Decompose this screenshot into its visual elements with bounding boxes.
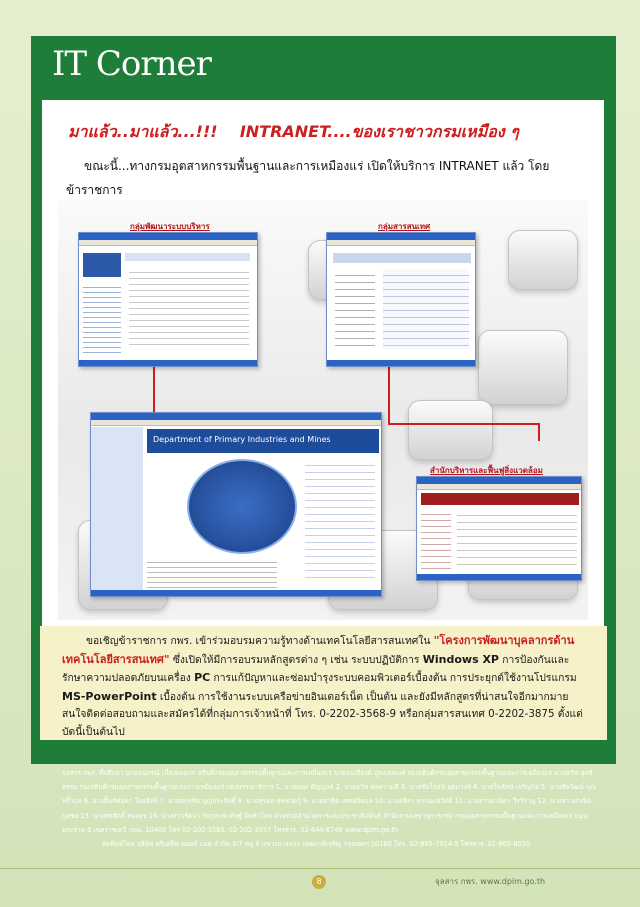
dept-banner-text: Department of Primary Industries and Mines: [153, 435, 331, 444]
credits-text: จุลสาร กพร. ที่ปรึกษา นายอนุสรณ์ เนื่องผลมาก อธิบดีกรมอุตสาหกรรมพื้นฐานและการเหมืองแร่ นายสมเกียรติ อู่สงวนพงศ์ รองอธิบดีกรมอุตสาหกรรมพื้นฐานและการเหมืองแร่ นายธวัช สุทธิธรรม รองอธิบดีกรมอุตสาหกรรมพื้นฐานและการเหมืองแร่ กองบรรณาธิการ 1. นายยอด ตัญญงค์ 2. นายธวัช ผลความดี 3. นายชัยโรจน์ อุดมวงษ์ 4. นายไพรัตน์ เจริญกิจ 5. นายชัยวัฒน์ กุณพริ้วกุล 6. นางสิ้นทัศอุดา ใจยสิงห์ 7. นายสกุลชัย บุญประสิทธิ์ 8. นายสุรพล สุขช่วยกู้ 9. นายสาธิต เทศสถิตกุล 10. นางสลิลา ธรรมแสวัสดิ์ 11. นางสาวมานิดา วีรวิรานุ 12. นางสาวมาณิต กุลชย 13. นายสรศักดิ์ สมเพช 14. นางสาวรัตนา ปัยกุลประดิษฐ์ จัดทำโดย ฝ่ายช่วยอำนวยการและประชาสัมพันธ์ สำนักงานเลขานุการกรม กรมอุตสาหกรรมพื้นฐานและการเหมืองแร่ ถนนพระราม 6 เขตราชเทวี กทม. 10400 โทร 02-202-3565, 02-202-3557 โทรสาร. 02-644-8746 www.dpim.go.th: [62, 769, 597, 834]
headline: มาแล้ว..มาแล้ว...!!! INTRANET....ของเราชาวกรมเหมือง ๆ: [68, 122, 519, 141]
keyboard-key: [508, 230, 578, 290]
connector-line: [388, 365, 390, 425]
connector-line: [538, 423, 540, 441]
intro-line-1: ขณะนี้...ทางกรมอุตสาหกรรมพื้นฐานและการเหมืองแร่ เปิดให้บริการ INTRANET แล้ว โดยข้าราชการ: [66, 159, 550, 197]
screenshot-dpim-portal: [90, 412, 382, 597]
keyboard-key: [478, 330, 568, 405]
screenshot-it-site: [326, 232, 476, 367]
intranet-collage: [58, 200, 588, 620]
page-number: 8: [312, 875, 326, 889]
credits-block: [62, 766, 600, 851]
notice-paragraph: ขอเชิญข้าราชการ กพร. เข้าร่วมอบรมความรู้ทางด้านเทคโนโลยีสารสนเทศใน "โครงการพัฒนาบุคลากรด้านเทคโนโลยีสารสนเทศ" ซึ่งเปิดให้มีการอบรมหลักสูตรต่าง ๆ เช่น ระบบปฏิบัติการ Windows XP การป้องกันและรักษาความปลอดภัยบนเครื่อง PC การแก้ปัญหาและซ่อมบำรุงระบบคอมพิวเตอร์เบื้องต้น การประยุกต์ใช้งานโปรแกรม MS-PowerPoint เบื้องต้น การใช้งานระบบเครือข่ายอินเตอร์เน็ต เป็นต้น และยังมีหลักสูตรที่น่าสนใจอีกมากมาย สนใจติดต่อสอบถามและสมัครได้ที่กลุ่มการเจ้าหน้าที่ โทร. 0-2202-3568-9 หรือกลุ่มสารสนเทศ 0-2202-3875 ตั้งแต่บัดนี้เป็นต้นไป: [62, 634, 583, 738]
connector-line: [153, 365, 155, 415]
label-admin-group: กลุ่มพัฒนาระบบบริหาร: [130, 222, 210, 231]
screenshot-admin-site: [78, 232, 258, 367]
footer-url: จุลสาร กพร. www.dpim.go.th: [435, 877, 546, 886]
page-title: IT Corner: [52, 44, 211, 84]
project-name: "โครงการพัฒนาบุคลากรด้านเทคโนโลยีสารสนเทศ": [62, 634, 575, 666]
screenshot-office-site: [416, 476, 582, 581]
printer-text: จัดพิมพ์โดย บริษัท ครีเอทีฟ พอยท์ แอด จำกัด 3/7 หมู่ 8 แขวงบางแวก เขตภาษีเจริญ กรุงเทพฯ 10160 โทร. 02-865-7014-5 โทรสาร. 02-865-8050: [102, 840, 531, 849]
label-office: สำนักบริหารและฟื้นฟูสิ่งแวดล้อม: [430, 466, 543, 475]
footer-divider: [0, 868, 640, 869]
label-it-group: กลุ่มสารสนเทศ: [378, 222, 431, 231]
keyboard-key: [408, 400, 493, 460]
connector-line: [388, 423, 540, 425]
